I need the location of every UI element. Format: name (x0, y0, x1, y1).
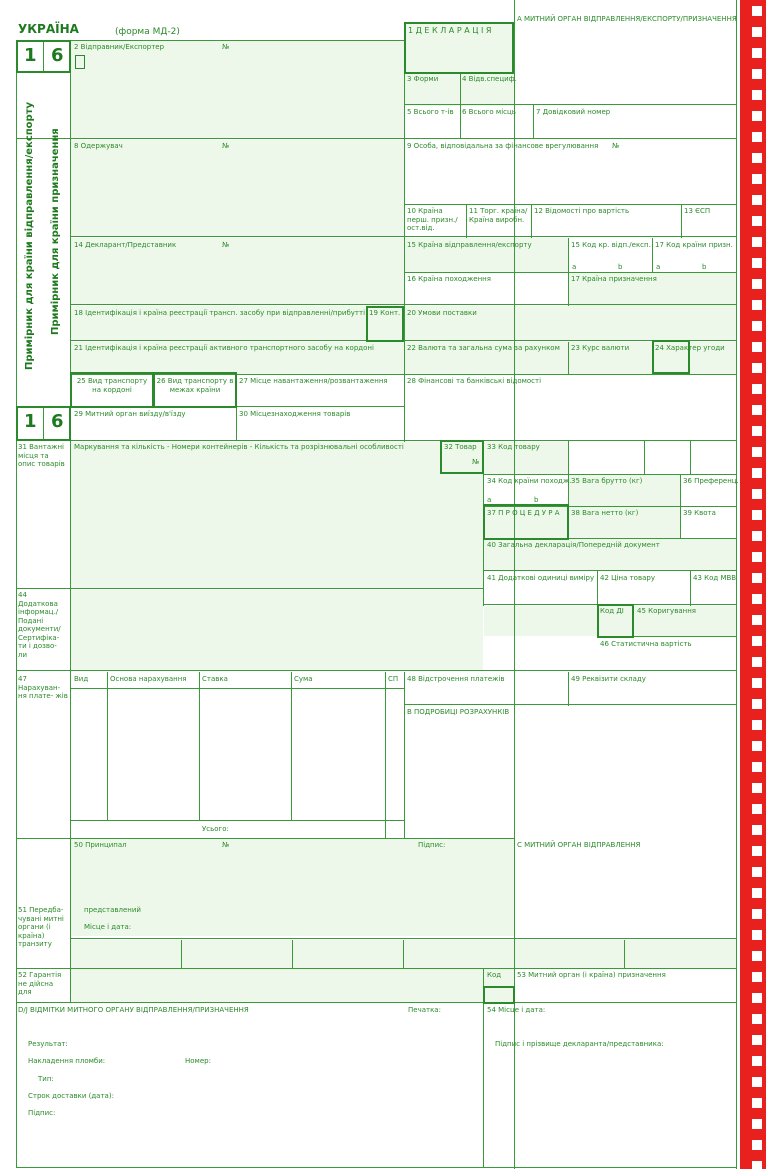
perforation-hole (752, 174, 762, 184)
box-53-label: 53 Митний орган (і країна) призначення (517, 971, 666, 979)
box-48-label: 48 Відстрочення платежів (407, 675, 505, 683)
box-17-label: 17 Країна призначення (571, 275, 657, 283)
no-sign-14: № (222, 241, 230, 249)
box-17a-b: b (702, 263, 707, 271)
perforation-hole (752, 300, 762, 310)
perforation-hole (752, 90, 762, 100)
box-46-label: 46 Статистична вартість (600, 640, 692, 648)
perforation-hole (752, 1161, 762, 1169)
box-51-label: 51 Передба- чувані митні органи (і країна) транзиту (18, 906, 64, 948)
perforation-hole (752, 1140, 762, 1150)
perforation-hole (752, 510, 762, 520)
copy-number-1: 1 (24, 45, 37, 66)
box-17a-a: a (656, 263, 661, 271)
box-40-label: 40 Загальна декларація/Попередній документ (487, 541, 660, 549)
box-39-label: 39 Квота (683, 509, 716, 517)
perforation-hole (752, 867, 762, 877)
box-9-label: 9 Особа, відповідальна за фінансове врегулювання (407, 142, 599, 150)
perforation-hole (752, 447, 762, 457)
box-8-label: 8 Одержувач (74, 142, 123, 150)
col-suma: Сума (294, 675, 313, 683)
perforation-hole (752, 405, 762, 415)
box-28-label: 28 Фінансові та банківські відомості (407, 377, 542, 385)
perforation-hole (752, 720, 762, 730)
box-4-label: 4 Відв.специф. (462, 75, 517, 83)
col-osnova: Основа нарахування (110, 675, 187, 683)
box-33-label: 33 Код товару (487, 443, 540, 451)
box-35-label: 35 Вага брутто (кг) (571, 477, 643, 485)
box-32-label: 32 Товар (444, 443, 477, 451)
perforation-hole (752, 1119, 762, 1129)
box-41-label: 41 Додаткові одиниці виміру (487, 574, 595, 582)
perforation-hole (752, 594, 762, 604)
perforation-hole (752, 111, 762, 121)
box-7-label: 7 Довідковий номер (536, 108, 611, 116)
perforation-hole (752, 153, 762, 163)
perforation-hole (752, 489, 762, 499)
perforation-hole (752, 237, 762, 247)
perforation-hole (752, 132, 762, 142)
box-2-label: 2 Відправник/Експортер (74, 43, 165, 51)
perforation-hole (752, 951, 762, 961)
perforation-hole (752, 615, 762, 625)
box-11-label: 11 Торг. країна/ Країна виробн. (469, 207, 528, 224)
perforation-hole (752, 1056, 762, 1066)
perforation-hole (752, 909, 762, 919)
perforation-hole (752, 804, 762, 814)
box-21-label: 21 Ідентифікація і країна реєстрації активного транспортного засобу на кордоні (74, 344, 374, 352)
perforation-hole (752, 1035, 762, 1045)
perforation-hole (752, 846, 762, 856)
perforation-hole (752, 468, 762, 478)
stamp-label: Печатка: (408, 1006, 441, 1014)
number-label: Номер: (185, 1057, 211, 1065)
country-title: УКРАЇНА (18, 22, 79, 36)
perforation-hole (752, 27, 762, 37)
perforation-hole (752, 678, 762, 688)
box-50-label: 50 Принципал (74, 841, 127, 849)
box-37-label: 37 П Р О Ц Е Д У Р А (487, 509, 560, 517)
perforation-hole (752, 48, 762, 58)
seal-label: Накладення пломби: (28, 1057, 106, 1065)
box-b-label: В ПОДРОБИЦІ РОЗРАХУНКІВ (407, 708, 510, 716)
box-13-label: 13 ЄСП (684, 207, 711, 215)
box-5-label: 5 Всього т-ів (407, 108, 454, 116)
usogo-label: Усього: (202, 825, 229, 833)
box-34-a: a (487, 496, 492, 504)
represented-label: представлений (84, 906, 141, 914)
box-17a-label: 17 Код країни призн. (655, 241, 733, 249)
delivery-date-label: Строк доставки (дата): (28, 1092, 114, 1100)
declarant-signature-label: Підпис і прізвище декларанта/представника: (495, 1040, 664, 1048)
perforation-hole (752, 363, 762, 373)
perforation-hole (752, 6, 762, 16)
box-27-label: 27 Місце навантаження/розвантаження (239, 377, 388, 385)
perforation-hole (752, 888, 762, 898)
perforation-hole (752, 741, 762, 751)
box-34-label: 34 Код країни походж. (487, 477, 572, 485)
col-sp: СП (388, 675, 399, 683)
box-45-label: 45 Коригування (637, 607, 696, 615)
col-vid: Вид (74, 675, 89, 683)
box-25-label: 25 Вид транспорту на кордоні (76, 377, 148, 394)
box-3-label: 3 Форми (407, 75, 439, 83)
box-49-label: 49 Реквізити складу (571, 675, 646, 683)
box-12-label: 12 Відомості про вартість (534, 207, 630, 215)
perforation-hole (752, 1014, 762, 1024)
kod-di-label: Код ДІ (600, 607, 624, 615)
perforation-hole (752, 636, 762, 646)
no-sign-32: № (472, 458, 480, 466)
box-24-label: 24 Характер угоди (655, 344, 725, 352)
perforation-hole (752, 783, 762, 793)
box-43-label: 43 Код МВВ (693, 574, 737, 582)
signature-label: Підпис: (418, 841, 446, 849)
no-sign: № (222, 43, 230, 51)
perforation-hole (752, 762, 762, 772)
perforation-hole (752, 993, 762, 1003)
box-c-label: С МИТНИЙ ОРГАН ВІДПРАВЛЕННЯ (517, 841, 641, 849)
box-20-label: 20 Умови поставки (407, 309, 477, 317)
box-15a-label: 15 Код кр. відп./експ. (571, 241, 651, 249)
box-19-label: 19 Конт. (369, 309, 401, 317)
perforation-hole (752, 699, 762, 709)
box-47-label: 47 Нарахуван- ня плате- жів (18, 675, 68, 700)
copy-number-1-bottom: 1 (24, 411, 37, 432)
box-16-label: 16 Країна походження (407, 275, 491, 283)
box-6-label: 6 Всього місць (462, 108, 516, 116)
box-23-label: 23 Курс валюти (571, 344, 630, 352)
perforation-hole (752, 342, 762, 352)
result-label: Результат: (28, 1040, 68, 1048)
perforation-hole (752, 825, 762, 835)
perforation-hole (752, 930, 762, 940)
copy-number-6: 6 (51, 45, 64, 66)
form-code: (форма МД-2) (115, 27, 180, 37)
box-10-label: 10 Країна перш. призн./ост.від. (407, 207, 458, 232)
no-sign-9: № (612, 142, 620, 150)
perforation-hole (752, 258, 762, 268)
box-dj-label: D/J ВІДМІТКИ МИТНОГО ОРГАНУ ВІДПРАВЛЕННЯ/ПРИЗНАЧЕННЯ (18, 1006, 249, 1014)
perforation-hole (752, 195, 762, 205)
perforation-hole (752, 279, 762, 289)
perforation-hole (752, 552, 762, 562)
perforation-hole (752, 216, 762, 226)
box-15a-a: a (572, 263, 577, 271)
box-a-label: А МИТНИЙ ОРГАН ВІДПРАВЛЕННЯ/ЕКСПОРТУ/ПРИЗНАЧЕННЯ (517, 15, 737, 23)
box-31-label: 31 Вантажні місця та опис товарів (18, 443, 65, 468)
perforation-hole (752, 426, 762, 436)
kod-label: Код (487, 971, 502, 979)
box-15-label: 15 Країна відправлення/експорту (407, 241, 532, 249)
box-22-label: 22 Валюта та загальна сума за рахунком (407, 344, 560, 352)
perforation-hole (752, 321, 762, 331)
perforation-hole (752, 972, 762, 982)
perforation-hole (752, 384, 762, 394)
box-38-label: 38 Вага нетто (кг) (571, 509, 639, 517)
col-stavka: Ставка (202, 675, 228, 683)
perforation-hole (752, 573, 762, 583)
exporter-checkbox[interactable] (75, 55, 85, 69)
perforation-hole (752, 1077, 762, 1087)
type-label: Тип: (38, 1075, 54, 1083)
box-14-label: 14 Декларант/Представник (74, 241, 177, 249)
box-54-label: 54 Місце і дата: (487, 1006, 546, 1014)
perforation-hole (752, 69, 762, 79)
vertical-label-export: Примірник для країни відправлення/експорту (24, 101, 35, 370)
no-sign-50: № (222, 841, 230, 849)
box-18-label: 18 Ідентифікація і країна реєстрації трансп. засобу при відправленні/прибутті (74, 309, 366, 317)
box-31-marks: Маркування та кількість - Номери контейнерів - Кількість та розрізнювальні особливості (74, 443, 404, 451)
signature-label-2: Підпис: (28, 1109, 56, 1117)
vertical-label-destination: Примірник для країни призначення (50, 128, 61, 335)
box-1-label: 1 Д Е К Л А Р А Ц І Я (408, 26, 492, 35)
box-29-label: 29 Митний орган виїзду/в'їзду (74, 410, 186, 418)
perforation-hole (752, 531, 762, 541)
box-15a-b: b (618, 263, 623, 271)
box-26-label: 26 Вид транспорту в межах країни (156, 377, 234, 394)
box-34-b: b (534, 496, 539, 504)
box-42-label: 42 Ціна товару (600, 574, 655, 582)
no-sign-8: № (222, 142, 230, 150)
box-36-label: 36 Преференц. (683, 477, 739, 485)
perforation-hole (752, 657, 762, 667)
box-30-label: 30 Місцезнаходження товарів (239, 410, 351, 418)
box-44-label: 44 Додаткова інформац./ Подані документи/ Сертифіка- ти і дозво- ли (18, 591, 61, 659)
copy-number-6-bottom: 6 (51, 411, 64, 432)
place-date-label: Місце і дата: (84, 923, 132, 931)
box-52-label: 52 Гарантія не дійсна для (18, 971, 62, 996)
perforation-hole (752, 1098, 762, 1108)
